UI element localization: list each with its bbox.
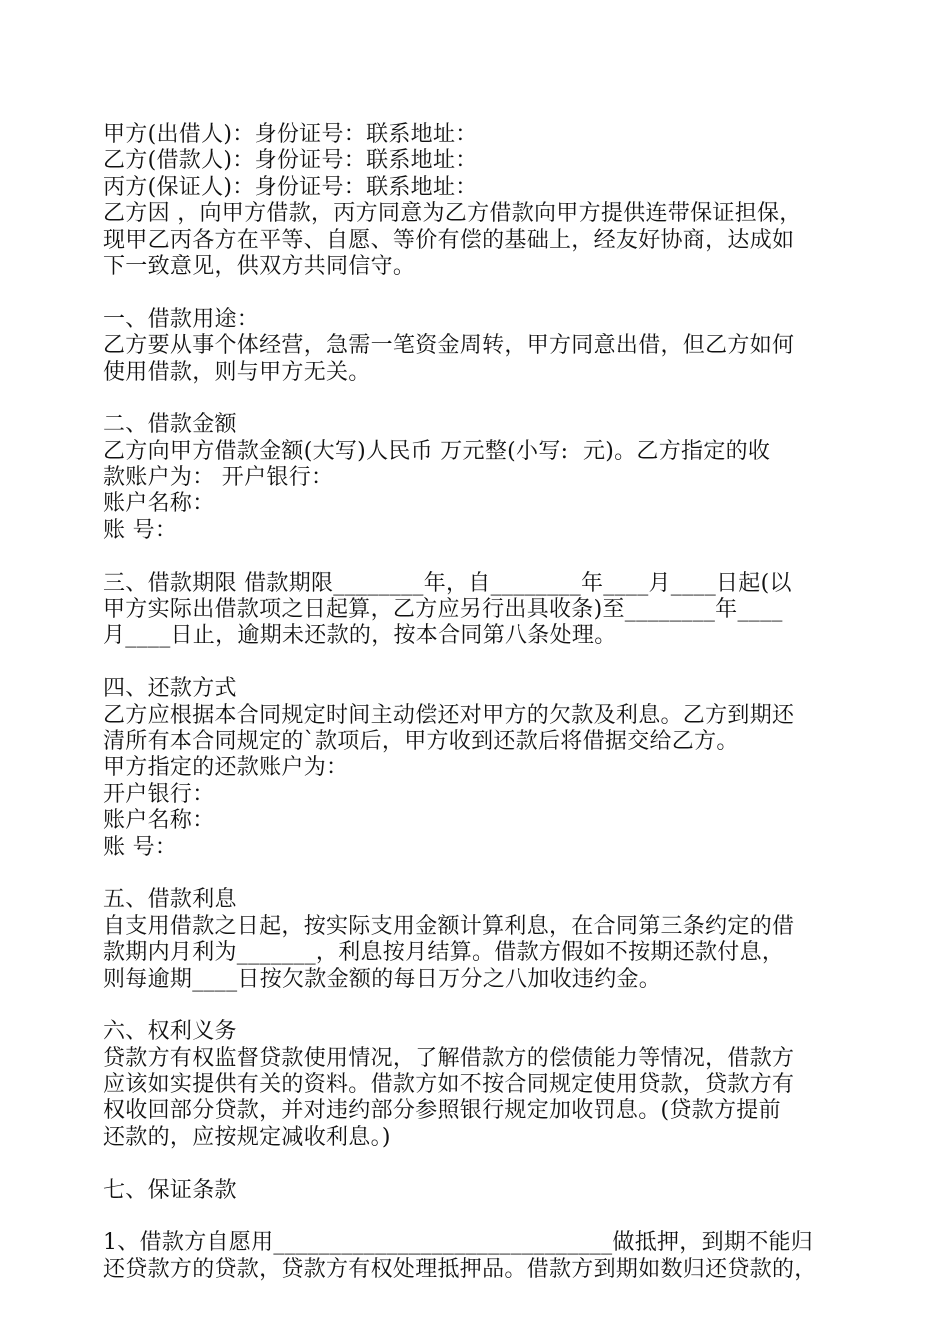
- section-4-account-number: 账 号：: [103, 834, 178, 860]
- section-5-text-1: 自支用借款之日起，按实际支用金额计算利息，在合同第三条约定的借: [103, 913, 795, 939]
- section-3-text-3: 月____日止，逾期未还款的，按本合同第八条处理。: [103, 623, 617, 649]
- section-4-account-name: 账户名称：: [103, 808, 215, 834]
- blank-line: [103, 861, 863, 887]
- blank-line: [103, 650, 863, 676]
- preamble-line-2: 现甲乙丙各方在平等、自愿、等价有偿的基础上，经友好协商，达成如: [103, 227, 795, 253]
- section-6-heading: 六、权利义务: [103, 1019, 237, 1045]
- section-4-account-intro: 甲方指定的还款账户为：: [103, 755, 349, 781]
- party-b-line: 乙方(借款人)：身份证号：联系地址：: [103, 148, 478, 174]
- section-5-text-3: 则每逾期____日按欠款金额的每日万分之八加收违约金。: [103, 966, 662, 992]
- blank-line: [103, 993, 863, 1019]
- section-2-account-name: 账户名称：: [103, 491, 215, 517]
- section-7-heading: 七、保证条款: [103, 1177, 237, 1203]
- preamble-line-3: 下一致意见，供双方共同信守。: [103, 253, 416, 279]
- section-4-heading: 四、还款方式: [103, 676, 237, 702]
- blank-line: [103, 280, 863, 306]
- section-7-text-2: 还贷款方的贷款，贷款方有权处理抵押品。借款方到期如数归还贷款的，: [103, 1256, 817, 1282]
- section-6-text-4: 还款的，应按规定减收利息。): [103, 1124, 391, 1150]
- section-5-heading: 五、借款利息: [103, 887, 237, 913]
- section-7-text-1: 1、借款方自愿用______________________________做抵押，到期不能归: [103, 1230, 814, 1256]
- section-4-bank: 开户银行：: [103, 781, 215, 807]
- section-2-heading: 二、借款金额: [103, 412, 237, 438]
- party-c-line: 丙方(保证人)：身份证号：联系地址：: [103, 174, 478, 200]
- blank-line: [103, 544, 863, 570]
- party-a-line: 甲方(出借人)：身份证号：联系地址：: [103, 122, 478, 147]
- section-4-text-2: 清所有本合同规定的`款项后，甲方收到还款后将借据交给乙方。: [103, 728, 739, 754]
- document-body: [103, 122, 863, 1283]
- blank-line: [103, 386, 863, 412]
- section-5-text-2: 款期内月利为_______，利息按月结算。借款方假如不按期还款付息，: [103, 940, 785, 966]
- section-3-text-1: 三、借款期限 借款期限________年，自________年____月____日起(以: [103, 570, 792, 596]
- section-1-text-1: 乙方要从事个体经营，急需一笔资金周转，甲方同意出借，但乙方如何: [103, 333, 795, 359]
- section-2-text-2: 款账户为： 开户银行：: [103, 465, 334, 491]
- section-4-text-1: 乙方应根据本合同规定时间主动偿还对甲方的欠款及利息。乙方到期还: [103, 702, 795, 728]
- section-6-text-1: 贷款方有权监督贷款使用情况，了解借款方的偿债能力等情况，借款方: [103, 1045, 795, 1071]
- section-1-heading: 一、借款用途：: [103, 306, 260, 332]
- section-6-text-3: 权收回部分贷款，并对违约部分参照银行规定加收罚息。(贷款方提前: [103, 1098, 781, 1124]
- section-3-text-2: 甲方实际出借款项之日起算，乙方应另行出具收条)至________年____: [103, 597, 783, 623]
- section-1-text-2: 使用借款，则与甲方无关。: [103, 359, 371, 385]
- blank-line: [103, 1151, 863, 1177]
- blank-line: [103, 1204, 863, 1230]
- section-2-account-number: 账 号：: [103, 517, 178, 543]
- preamble-line-1: 乙方因 ，向甲方借款，丙方同意为乙方借款向甲方提供连带保证担保，: [103, 201, 802, 227]
- section-2-text-1: 乙方向甲方借款金额(大写)人民币 万元整(小写: 元)。乙方指定的收: [103, 438, 771, 464]
- section-6-text-2: 应该如实提供有关的资料。借款方如不按合同规定使用贷款，贷款方有: [103, 1072, 795, 1098]
